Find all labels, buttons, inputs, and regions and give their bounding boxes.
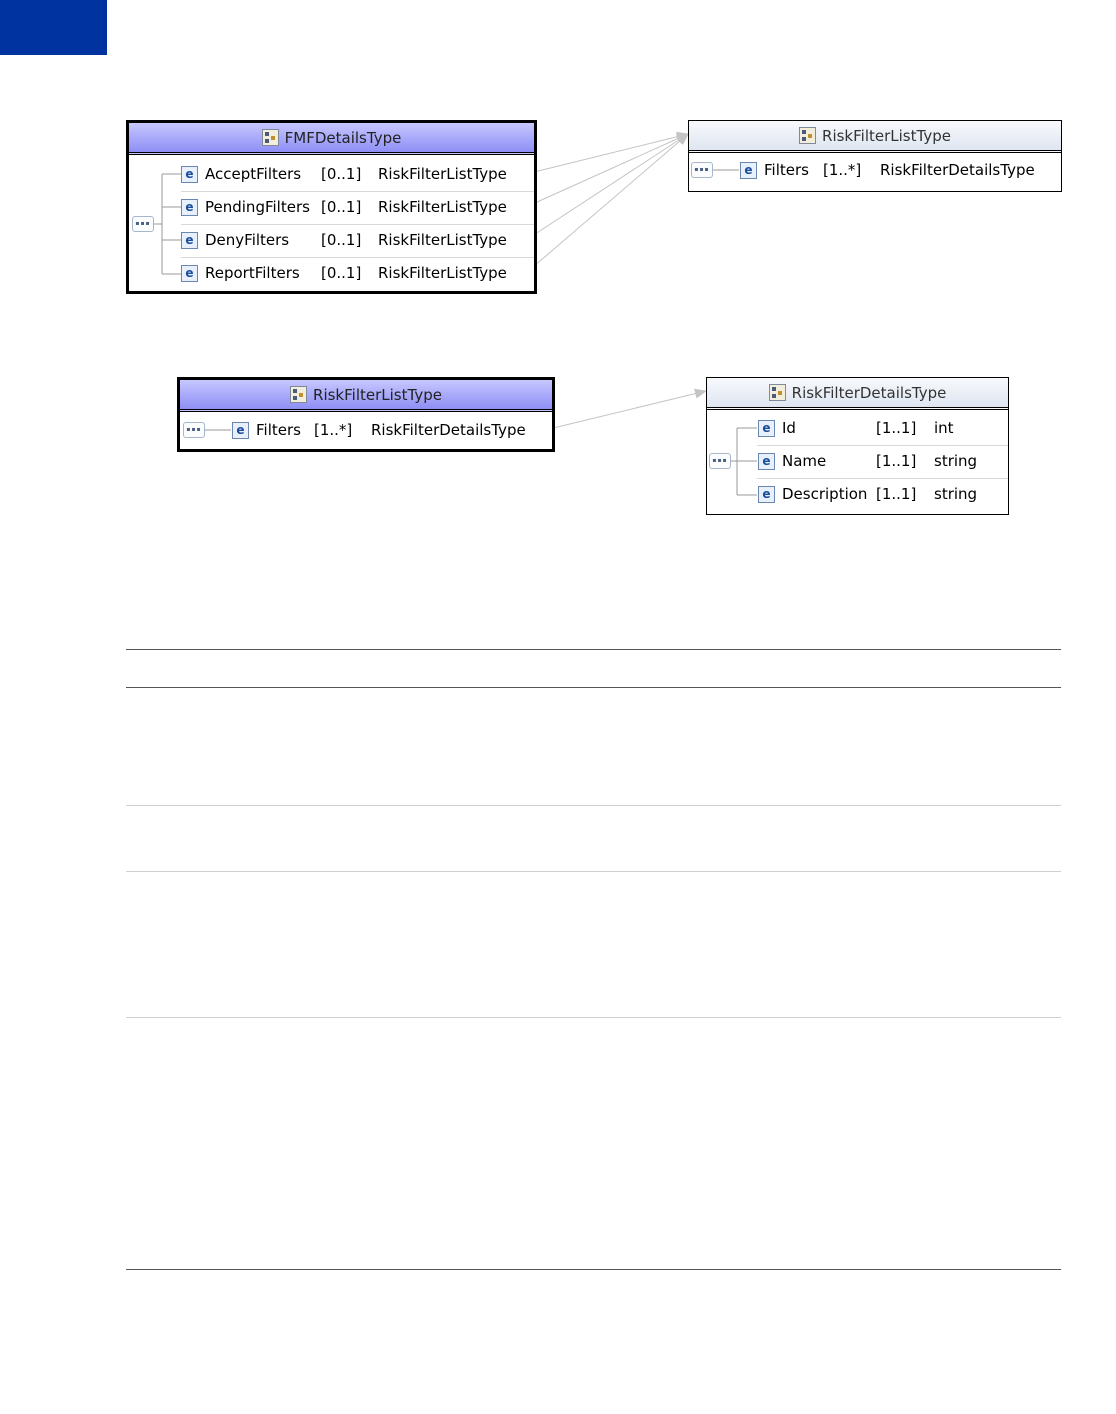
table-header-rule [126, 687, 1061, 688]
table-top-rule [126, 649, 1061, 650]
element-name: Filters [256, 421, 301, 439]
element-type: RiskFilterDetailsType [880, 161, 1035, 179]
element-row-id[interactable] [707, 414, 1008, 442]
element-name: DenyFilters [205, 231, 290, 249]
element-type: RiskFilterDetailsType [371, 421, 526, 439]
element-row-name[interactable] [707, 447, 1008, 475]
element-cardinality: [0..1] [321, 198, 362, 216]
element-type: RiskFilterListType [378, 165, 507, 183]
element-cardinality: [1..1] [876, 419, 917, 437]
element-name: Id [782, 419, 796, 437]
element-icon: e [232, 422, 249, 439]
sequence-compositor-icon[interactable]: ▪▪▪ [709, 453, 731, 469]
riskfilterlisttype-source-header [180, 380, 552, 412]
element-row-acceptfilters[interactable] [129, 160, 534, 188]
element-cardinality: [1..1] [876, 485, 917, 503]
riskfilterlisttype-source-box[interactable] [177, 377, 555, 452]
element-type: string [934, 452, 978, 470]
element-type: RiskFilterListType [378, 264, 507, 282]
complex-type-icon [799, 127, 816, 144]
element-type: int [934, 419, 954, 437]
element-type: RiskFilterListType [378, 198, 507, 216]
element-cardinality: [0..1] [321, 264, 362, 282]
element-icon: e [758, 486, 775, 503]
element-cardinality: [0..1] [321, 231, 362, 249]
element-icon: e [181, 199, 198, 216]
element-cardinality: [1..1] [876, 452, 917, 470]
connector-acceptfilters [526, 134, 688, 174]
complex-type-icon [290, 386, 307, 403]
row-divider [757, 445, 1008, 446]
table-bottom-rule [126, 1269, 1061, 1270]
element-cardinality: [1..*] [823, 161, 862, 179]
connector-filters [545, 391, 706, 430]
sequence-compositor-icon[interactable]: ▪▪▪ [132, 216, 154, 232]
element-icon: e [758, 420, 775, 437]
element-type: RiskFilterListType [378, 231, 507, 249]
element-row-description[interactable] [707, 480, 1008, 508]
riskfilterlisttype-header [689, 121, 1061, 153]
complex-type-icon [769, 384, 786, 401]
table-row-rule [126, 871, 1061, 872]
element-icon: e [740, 162, 757, 179]
connector-reportfilters [526, 134, 688, 273]
element-icon: e [181, 232, 198, 249]
row-divider [181, 191, 534, 192]
fmfdetailstype-header [129, 123, 534, 155]
riskfilterdetailstype-header [707, 378, 1008, 410]
connector-denyfilters [526, 134, 688, 240]
complex-type-icon [262, 129, 279, 146]
row-divider [181, 257, 534, 258]
riskfilterlisttype-box[interactable] [688, 120, 1062, 192]
element-row-reportfilters[interactable] [129, 259, 534, 287]
riskfilterlisttype-source-title: RiskFilterListType [313, 385, 442, 404]
element-name: Name [782, 452, 827, 470]
element-name: Description [782, 485, 868, 503]
element-icon: e [758, 453, 775, 470]
element-row-filters[interactable] [689, 156, 1061, 184]
element-type: string [934, 485, 978, 503]
element-row-pendingfilters[interactable] [129, 193, 534, 221]
element-icon: e [181, 166, 198, 183]
fmfdetailstype-title: FMFDetailsType [284, 128, 402, 147]
element-icon: e [181, 265, 198, 282]
row-divider [757, 478, 1008, 479]
row-divider [181, 224, 534, 225]
riskfilterdetailstype-title: RiskFilterDetailsType [791, 383, 947, 402]
table-row-rule [126, 805, 1061, 806]
sequence-compositor-icon[interactable]: ▪▪▪ [183, 422, 205, 438]
riskfilterdetailstype-box[interactable] [706, 377, 1009, 515]
element-cardinality: [0..1] [321, 165, 362, 183]
riskfilterlisttype-title: RiskFilterListType [822, 126, 951, 145]
element-name: Filters [764, 161, 809, 179]
table-row-rule [126, 1017, 1061, 1018]
element-row-denyfilters[interactable] [129, 226, 534, 254]
element-row-filters[interactable] [180, 416, 552, 444]
sequence-compositor-icon[interactable]: ▪▪▪ [691, 162, 713, 178]
connector-pendingfilters [526, 134, 688, 207]
element-name: AcceptFilters [205, 165, 302, 183]
fmfdetailstype-box[interactable] [126, 120, 537, 294]
element-name: ReportFilters [205, 264, 300, 282]
element-name: PendingFilters [205, 198, 310, 216]
element-cardinality: [1..*] [314, 421, 353, 439]
